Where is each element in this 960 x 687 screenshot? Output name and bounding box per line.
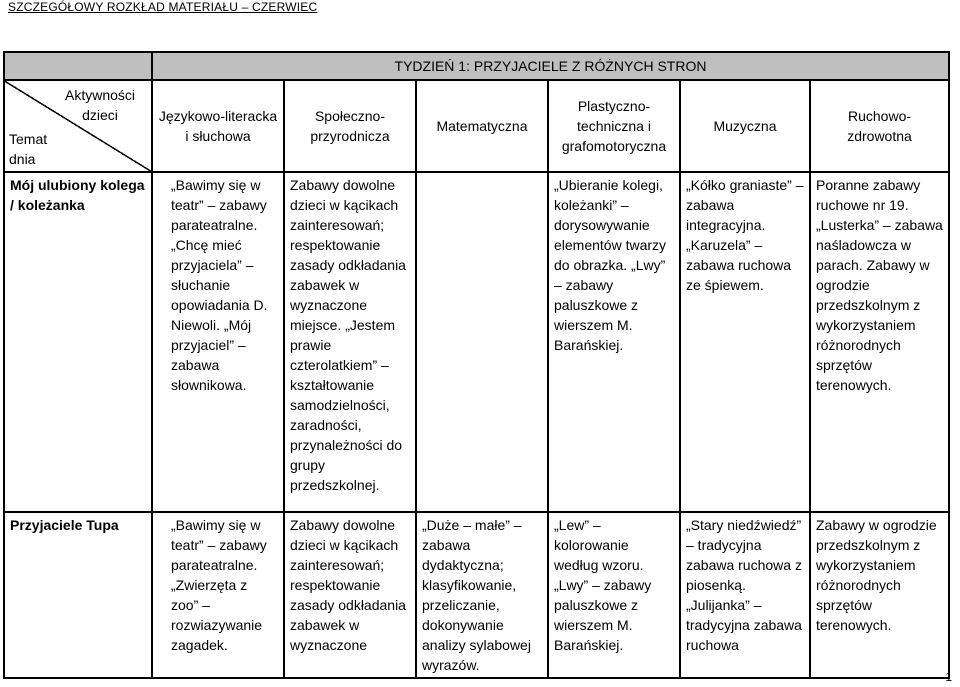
week-title: TYDZIEŃ 1: PRZYJACIELE Z RÓŻNYCH STRON	[152, 52, 949, 80]
column-header: Językowo-literacka i słuchowa	[152, 80, 284, 172]
document-header: SZCZEGÓŁOWY ROZKŁAD MATERIAŁU – CZERWIEC	[8, 0, 318, 14]
column-header-row	[4, 80, 949, 172]
activity-cell-music: „Stary niedźwiedź” – tradycyjna zabawa ruchowa z piosenką. „Julijanka” – tradycyjna zabawa ruchowa	[680, 512, 810, 678]
week-title-spacer	[4, 52, 152, 80]
activity-cell-math: „Duże – małe” – zabawa dydaktyczna; klasyfikowanie, przeliczanie, dokonywanie analizy sylabowej wyrazów.	[416, 512, 548, 678]
column-header: Plastyczno-techniczna i grafomotoryczna	[548, 80, 680, 172]
activity-cell-social: Zabawy dowolne dzieci w kącikach zainteresowań; respektowanie zasady odkładania zabawek w wyznaczone miejsce. „Jestem prawie czterolatkiem” – kształtowanie samodzielności, zaradności, przynależności do grupy przedszkolnej.	[284, 172, 416, 512]
day-row	[4, 172, 949, 512]
header-corner-cell	[4, 80, 152, 172]
activity-cell-art: „Ubieranie kolegi, koleżanki” – dorysowywanie elementów twarzy do obrazka. „Lwy” – zabawy paluszkowe z wierszem M. Barańskiej.	[548, 172, 680, 512]
lesson-plan-table	[3, 51, 950, 679]
column-header: Matematyczna	[416, 80, 548, 172]
activity-cell-art: „Lew” – kolorowanie według wzoru. „Lwy” – zabawy paluszkowe z wierszem M. Barańskiej.	[548, 512, 680, 678]
activity-cell-language: „Bawimy się w teatr” – zabawy parateatralne. „Zwierzęta z zoo” – rozwiazywanie zagadek.	[152, 512, 284, 678]
activities-label: Aktywności dzieci	[64, 87, 136, 123]
activity-cell-social: Zabawy dowolne dzieci w kącikach zainteresowań; respektowanie zasady odkładania zabawek w wyznaczone	[284, 512, 416, 678]
column-header: Muzyczna	[680, 80, 810, 172]
activity-cell-music: „Kółko graniaste” – zabawa integracyjna. „Karuzela” – zabawa ruchowa ze śpiewem.	[680, 172, 810, 512]
activity-cell-language: „Bawimy się w teatr” – zabawy parateatralne. „Chcę mieć przyjaciela” – słuchanie opowiadania D. Niewoli. „Mój przyjaciel” – zabawa słownikowa.	[152, 172, 284, 512]
column-header: Ruchowo-zdrowotna	[810, 80, 949, 172]
day-topic: Mój ulubiony kolega / koleżanka	[4, 172, 152, 512]
page-number: 1	[945, 670, 952, 684]
week-title-row	[4, 52, 949, 80]
day-topic: Przyjaciele Tupa	[4, 512, 152, 678]
activity-cell-movement: Zabawy w ogrodzie przedszkolnym z wykorzystaniem różnorodnych sprzętów terenowych.	[810, 512, 949, 678]
column-header: Społeczno-przyrodnicza	[284, 80, 416, 172]
activity-cell-math	[416, 172, 548, 512]
day-row	[4, 512, 949, 678]
topic-label: Temat dnia	[9, 131, 48, 167]
activity-cell-movement: Poranne zabawy ruchowe nr 19. „Lusterka” – zabawa naśladowcza w parach. Zabawy w ogrodzie przedszkolnym z wykorzystaniem różnorodnych sprzętów terenowych.	[810, 172, 949, 512]
